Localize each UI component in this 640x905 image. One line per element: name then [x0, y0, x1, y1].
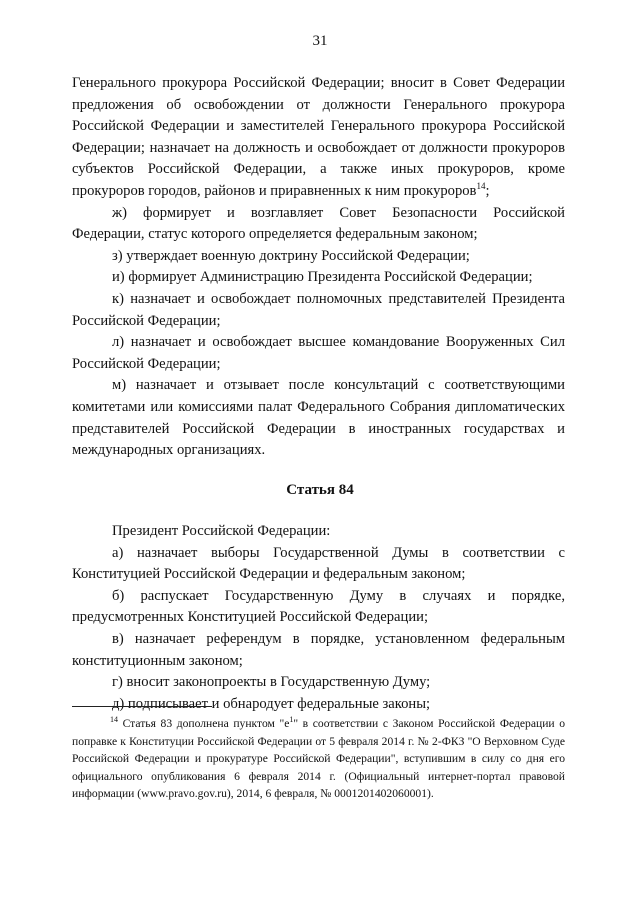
- page-number: 31: [312, 33, 328, 49]
- article-84-heading: Статья 84: [286, 482, 354, 498]
- footnote-14: [72, 715, 565, 803]
- paragraph-intro: Президент Российской Федерации:: [112, 523, 331, 539]
- paragraph-text: Генерального прокурора Российской Федерации; вносит в Совет Федерации предложения об освобождении от должности Генерального прокурора Российской Федерации и заместителей Генерального прокурора Российской Федерации; назначает на должность и освобождает от должности прокуроров субъектов Российской Федерации, а также иных прокуроров, кроме прокуроров городов, районов и приравненных к ним прокуроров: [72, 75, 565, 199]
- footnote-inner-sup: 1: [289, 715, 294, 725]
- paragraph-item-b: б) распускает Государственную Думу в случаях и порядке, предусмотренных Конституцией Российской Федерации;: [72, 587, 565, 626]
- paragraph-item-g: г) вносит законопроекты в Государственную Думу;: [112, 674, 431, 691]
- paragraph-item-l: л) назначает и освобождает высшее командование Вооруженных Сил Российской Федерации;: [72, 334, 565, 372]
- paragraph-item-z: з) утверждает военную доктрину Российской Федерации;: [112, 247, 470, 264]
- paragraph-prosecutors: [72, 73, 565, 203]
- paragraph-item-zh: ж) формирует и возглавляет Совет Безопасности Российской Федерации, статус которого определяется федеральным законом;: [72, 204, 565, 243]
- article-84-body: [72, 521, 565, 715]
- paragraph-item-m: м) назначает и отзывает после консультаций с соответствующими комитетами или комиссиями палат Федерального Собрания дипломатических представителей Российской Федерации в иностранных государствах и международных организациях.: [72, 377, 565, 459]
- footnote-reference[interactable]: 14: [476, 181, 486, 192]
- paragraph-item-v: в) назначает референдум в порядке, установленном федеральным конституционным законом;: [72, 630, 565, 669]
- footnote-separator: [72, 706, 212, 707]
- footnote-text-after: " в соответствии с Законом Российской Федерации о поправке к Конституции Российской Федерации от 5 февраля 2014 г. № 2-ФКЗ "О Верховном Суде Российской Федерации и прокуратуре Российской Федерации", вступившим в силу со дня его официального опубликования 6 февраля 2014 г. (Официальный интернет-портал правовой информации (www.pravo.gov.ru), 2014, 6 февраля, № 0001201402060001).: [72, 717, 566, 801]
- footnote-mark: 14: [110, 715, 118, 725]
- paragraph-item-d: д) подписывает и обнародует федеральные законы;: [112, 695, 431, 712]
- paragraph-item-a: а) назначает выборы Государственной Думы в соответствии с Конституцией Российской Федерации и федеральным законом;: [72, 544, 565, 583]
- footnote-text-before: Статья 83 дополнена пунктом "е: [118, 717, 290, 730]
- article-83-continuation: [72, 73, 565, 462]
- paragraph-item-i: и) формирует Администрацию Президента Российской Федерации;: [112, 269, 533, 286]
- paragraph-item-k: к) назначает и освобождает полномочных представителей Президента Российской Федерации;: [72, 290, 565, 329]
- paragraph-punctuation: ;: [485, 182, 490, 199]
